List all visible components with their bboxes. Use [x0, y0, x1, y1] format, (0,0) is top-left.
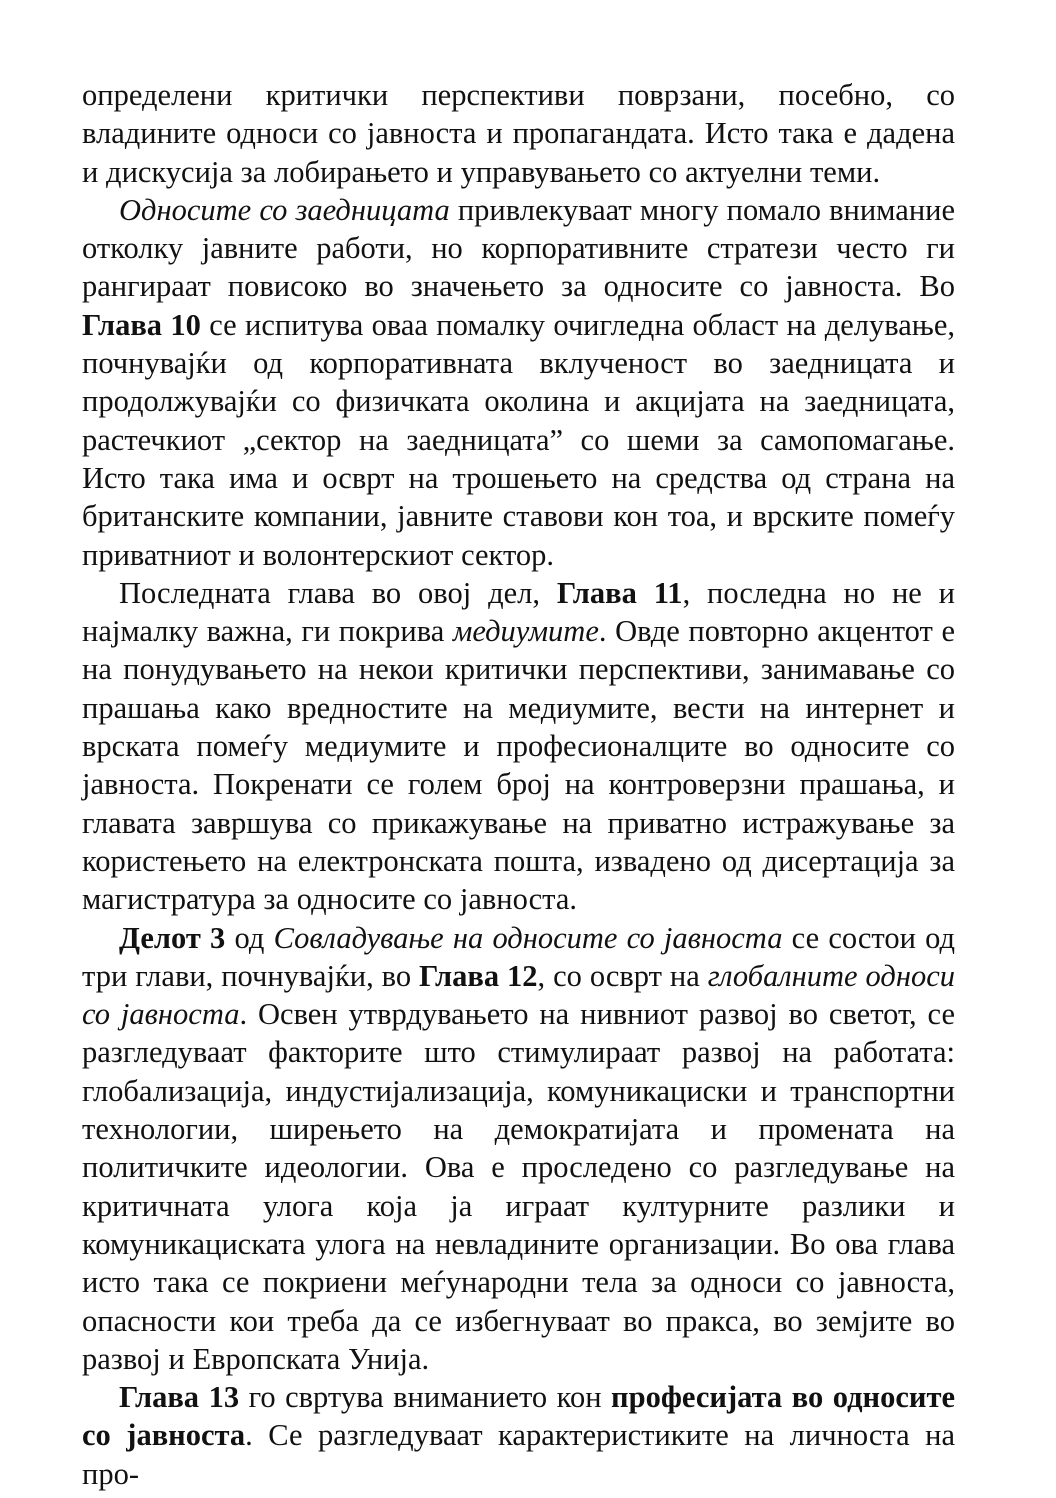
text-run: определени критички перспективи поврзани, посебно, со владините односи со јавноста и пропагандата. Исто така е дадена и дискусија за лобирањето и управувањето со актуелни теми.: [82, 78, 955, 189]
paragraph: [82, 1378, 955, 1493]
paragraph: [82, 919, 955, 1379]
bold-run: Глава 12: [419, 958, 538, 993]
bold-run: професијата во односите со јавноста: [82, 1380, 955, 1453]
bold-run: Делот 3: [119, 920, 226, 955]
text-run: . Освен утврдувањето на нивниот развој во светот, се разгледуваат факторите што стимулираат развој на работата: глобализација, индустијализација, комуникациски и транспортни технологии, ширењето на демократијата и промената на политичките идеологии. Ова е проследено со разгледување на критичната улога која ја играат културните разлики и комуникациската улога на невладините организации. Во ова глава исто така се покриени меѓународни тела за односи со јавноста, опасности кои треба да се избегнуваат во пракса, во земјите во развој и Европската Унија.: [82, 997, 955, 1376]
text-run: , со осврт на: [537, 958, 708, 993]
text-run: од: [225, 920, 274, 955]
italic-run: Совладување на односите со јавноста: [273, 920, 783, 955]
italic-run: Односите со заедницата: [119, 192, 450, 227]
text-run: , последна но не и најмалку важна, ги покрива: [82, 575, 955, 649]
text-run: привлекуваат многу помало внимание отколку јавните работи, но корпоративните стратези често ги рангираат повисоко во значењето за односите со јавноста. Во: [82, 192, 955, 304]
italic-run: глобалните односи со јавноста: [82, 958, 955, 1032]
text-run: се испитува оваа помалку очигледна област на делување, почнувајќи од корпоративната вклученост во заедницата и продолжувајќи со физичката околина и акцијата на заедницата, растечкиот „сектор на заедницата” со шеми за самопомагање. Исто така има и осврт на трошењето на средства од страна на британските компании, јавните ставови кон тоа, и врските помеѓу приватниот и волонтерскиот сектор.: [82, 307, 956, 572]
paragraph: [82, 574, 955, 919]
bold-run: Глава 11: [556, 575, 683, 610]
body-text-block: [82, 76, 955, 1493]
text-run: го свртува вниманието кон: [239, 1380, 612, 1415]
paragraph: [82, 76, 955, 191]
bold-run: Глава 13: [119, 1380, 240, 1415]
text-run: . Овде повторно акцентот е на понудувањето на некои критички перспективи, занимавање со прашања како вредностите на медиумите, вести на интернет и врската помеѓу медиумите и професионалците во односите со јавноста. Покренати се голем број на контроверзни прашања, и главата завршува со прикажување на приватно истражување за користењето на електронската пошта, извадено од дисертација за магистратура за односите со јавноста.: [82, 614, 955, 917]
text-run: . Се разгледуваат карактеристиките на личноста на про-: [82, 1418, 956, 1491]
paragraph: [82, 191, 955, 574]
text-run: се состои од три глави, почнувајќи, во: [82, 920, 955, 993]
bold-run: Глава 10: [82, 307, 201, 342]
italic-run: медиумите: [452, 614, 599, 649]
text-run: Последната глава во овој дел,: [119, 575, 557, 610]
